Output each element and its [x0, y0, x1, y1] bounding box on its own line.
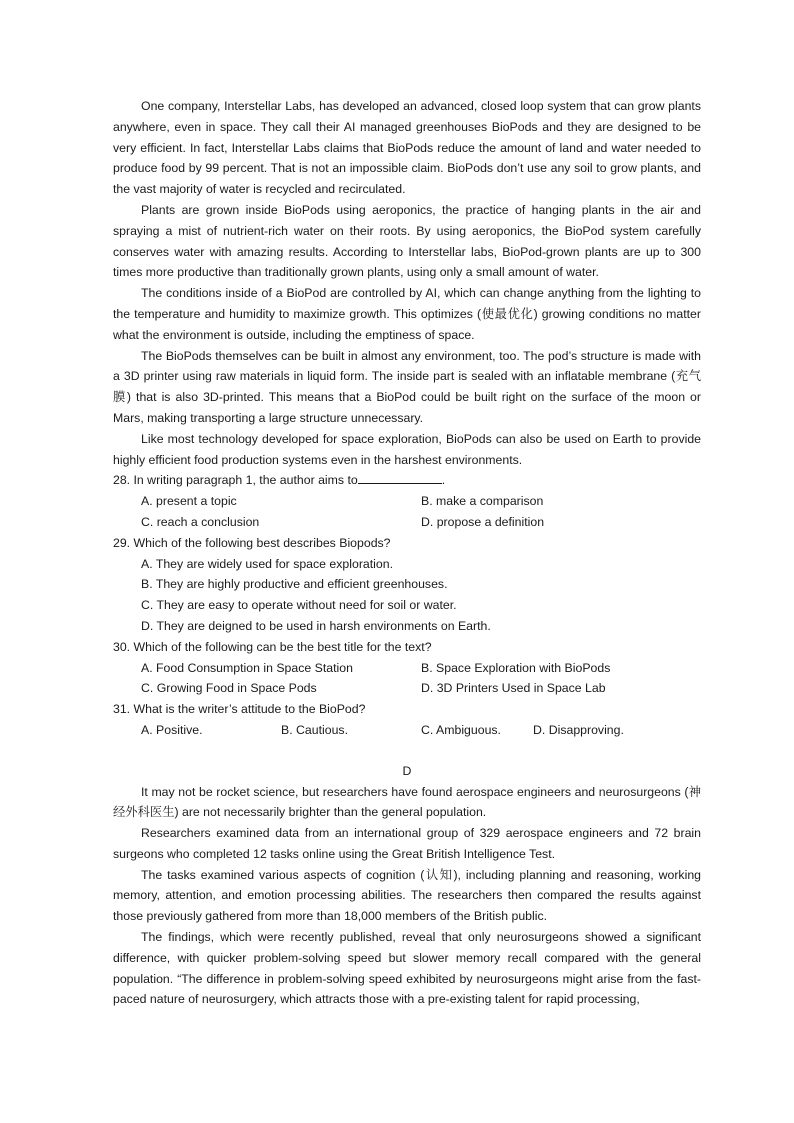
question-31 — [113, 699, 701, 741]
passage-c-paragraph-3: The conditions inside of a BioPod are controlled by AI, which can change anything from the lighting to the temperature and humidity to maximize growth. This optimizes (使最优化) growing conditions no matter what the environment is outside, including the emptiness of space. — [113, 286, 701, 342]
options — [113, 491, 701, 533]
option-b: B. Space Exploration with BioPods — [421, 660, 611, 675]
question-stem: 28. In writing paragraph 1, the author aims to . — [113, 473, 446, 488]
option-d: D. Disapproving. — [533, 722, 624, 737]
passage-d-paragraph-1: It may not be rocket science, but researchers have found aerospace engineers and neurosurgeons (神经外科医生) are not necessarily brighter than the general population. — [113, 784, 701, 820]
question-stem: 31. What is the writer’s attitude to the BioPod? — [113, 702, 366, 717]
option-d: D. They are deigned to be used in harsh environments on Earth. — [141, 618, 491, 633]
passage-c-paragraph-1: One company, Interstellar Labs, has developed an advanced, closed loop system that can grow plants anywhere, even in space. They call their AI managed greenhouses BioPods and they are designed to be very efficient. In fact, Interstellar Labs claims that BioPods reduce the amount of land and water needed to produce food by 99 percent. That is not an impossible claim. BioPods don’t use any soil to grow plants, and the vast majority of water is recycled and recirculated. — [113, 99, 701, 197]
options — [113, 720, 701, 741]
option-b: B. make a comparison — [421, 494, 544, 509]
section-title: D — [402, 763, 412, 778]
option-c: C. They are easy to operate without need for soil or water. — [141, 598, 457, 613]
passage-c-paragraph-5: Like most technology developed for space exploration, BioPods can also be used on Earth to provide highly efficient food production systems even in the harshest environments. — [113, 431, 701, 467]
question-30 — [113, 637, 701, 699]
exam-page — [113, 96, 701, 1010]
passage-c-paragraph-4: The BioPods themselves can be built in almost any environment, too. The pod’s structure is made with a 3D printer using raw materials in liquid form. The inside part is sealed with an inflatable membrane (充气膜) that is also 3D-printed. This means that a BioPod could be built right on the surface of the moon or Mars, making transporting a large structure unnecessary. — [113, 348, 701, 425]
option-d: D. propose a definition — [421, 514, 545, 529]
option-c: C. Ambiguous. — [421, 722, 501, 737]
option-b: B. They are highly productive and efficient greenhouses. — [141, 577, 448, 592]
question-stem: 29. Which of the following best describes Biopods? — [113, 535, 391, 550]
passage-c-paragraph-2: Plants are grown inside BioPods using aeroponics, the practice of hanging plants in the air and spraying a mist of nutrient-rich water on their roots. By using aeroponics, the BioPod system carefully conserves water with amazing results. According to Interstellar labs, BioPod-grown plants are up to 300 times more productive than traditionally grown plants, using only a small amount of water. — [113, 202, 701, 280]
passage-d-paragraph-2: Researchers examined data from an international group of 329 aerospace engineers and 72 brain surgeons who completed 12 tasks online using the Great British Intelligence Test. — [113, 826, 701, 861]
question-stem: 30. Which of the following can be the best title for the text? — [113, 639, 432, 654]
passage-d-paragraph-3: The tasks examined various aspects of cognition (认知), including planning and reasoning, working memory, attention, and emotion processing abilities. The researchers then compared the results against those previously gathered from more than 18,000 members of the British public. — [113, 867, 701, 924]
option-a: A. Food Consumption in Space Station — [141, 660, 353, 675]
question-28 — [113, 470, 701, 532]
option-a: A. Positive. — [141, 722, 203, 737]
option-d: D. 3D Printers Used in Space Lab — [421, 681, 606, 696]
option-c: C. Growing Food in Space Pods — [141, 681, 317, 696]
option-a: A. present a topic — [141, 494, 237, 509]
option-a: A. They are widely used for space exploration. — [141, 556, 393, 571]
passage-d-paragraph-4: The findings, which were recently published, reveal that only neurosurgeons showed a significant difference, with quicker problem-solving speed but slower memory recall compared with the general population. “The difference in problem-solving speed exhibited by neurosurgeons might arise from the fast-paced nature of neurosurgery, which attracts those with a pre-existing talent for rapid processing, — [113, 930, 701, 1007]
passage-d — [113, 761, 701, 1011]
answer-blank — [358, 471, 442, 484]
passage-c — [113, 96, 701, 470]
option-b: B. Cautious. — [281, 722, 348, 737]
options — [113, 658, 701, 700]
option-c: C. reach a conclusion — [141, 514, 260, 529]
options — [113, 554, 701, 637]
question-29 — [113, 533, 701, 637]
